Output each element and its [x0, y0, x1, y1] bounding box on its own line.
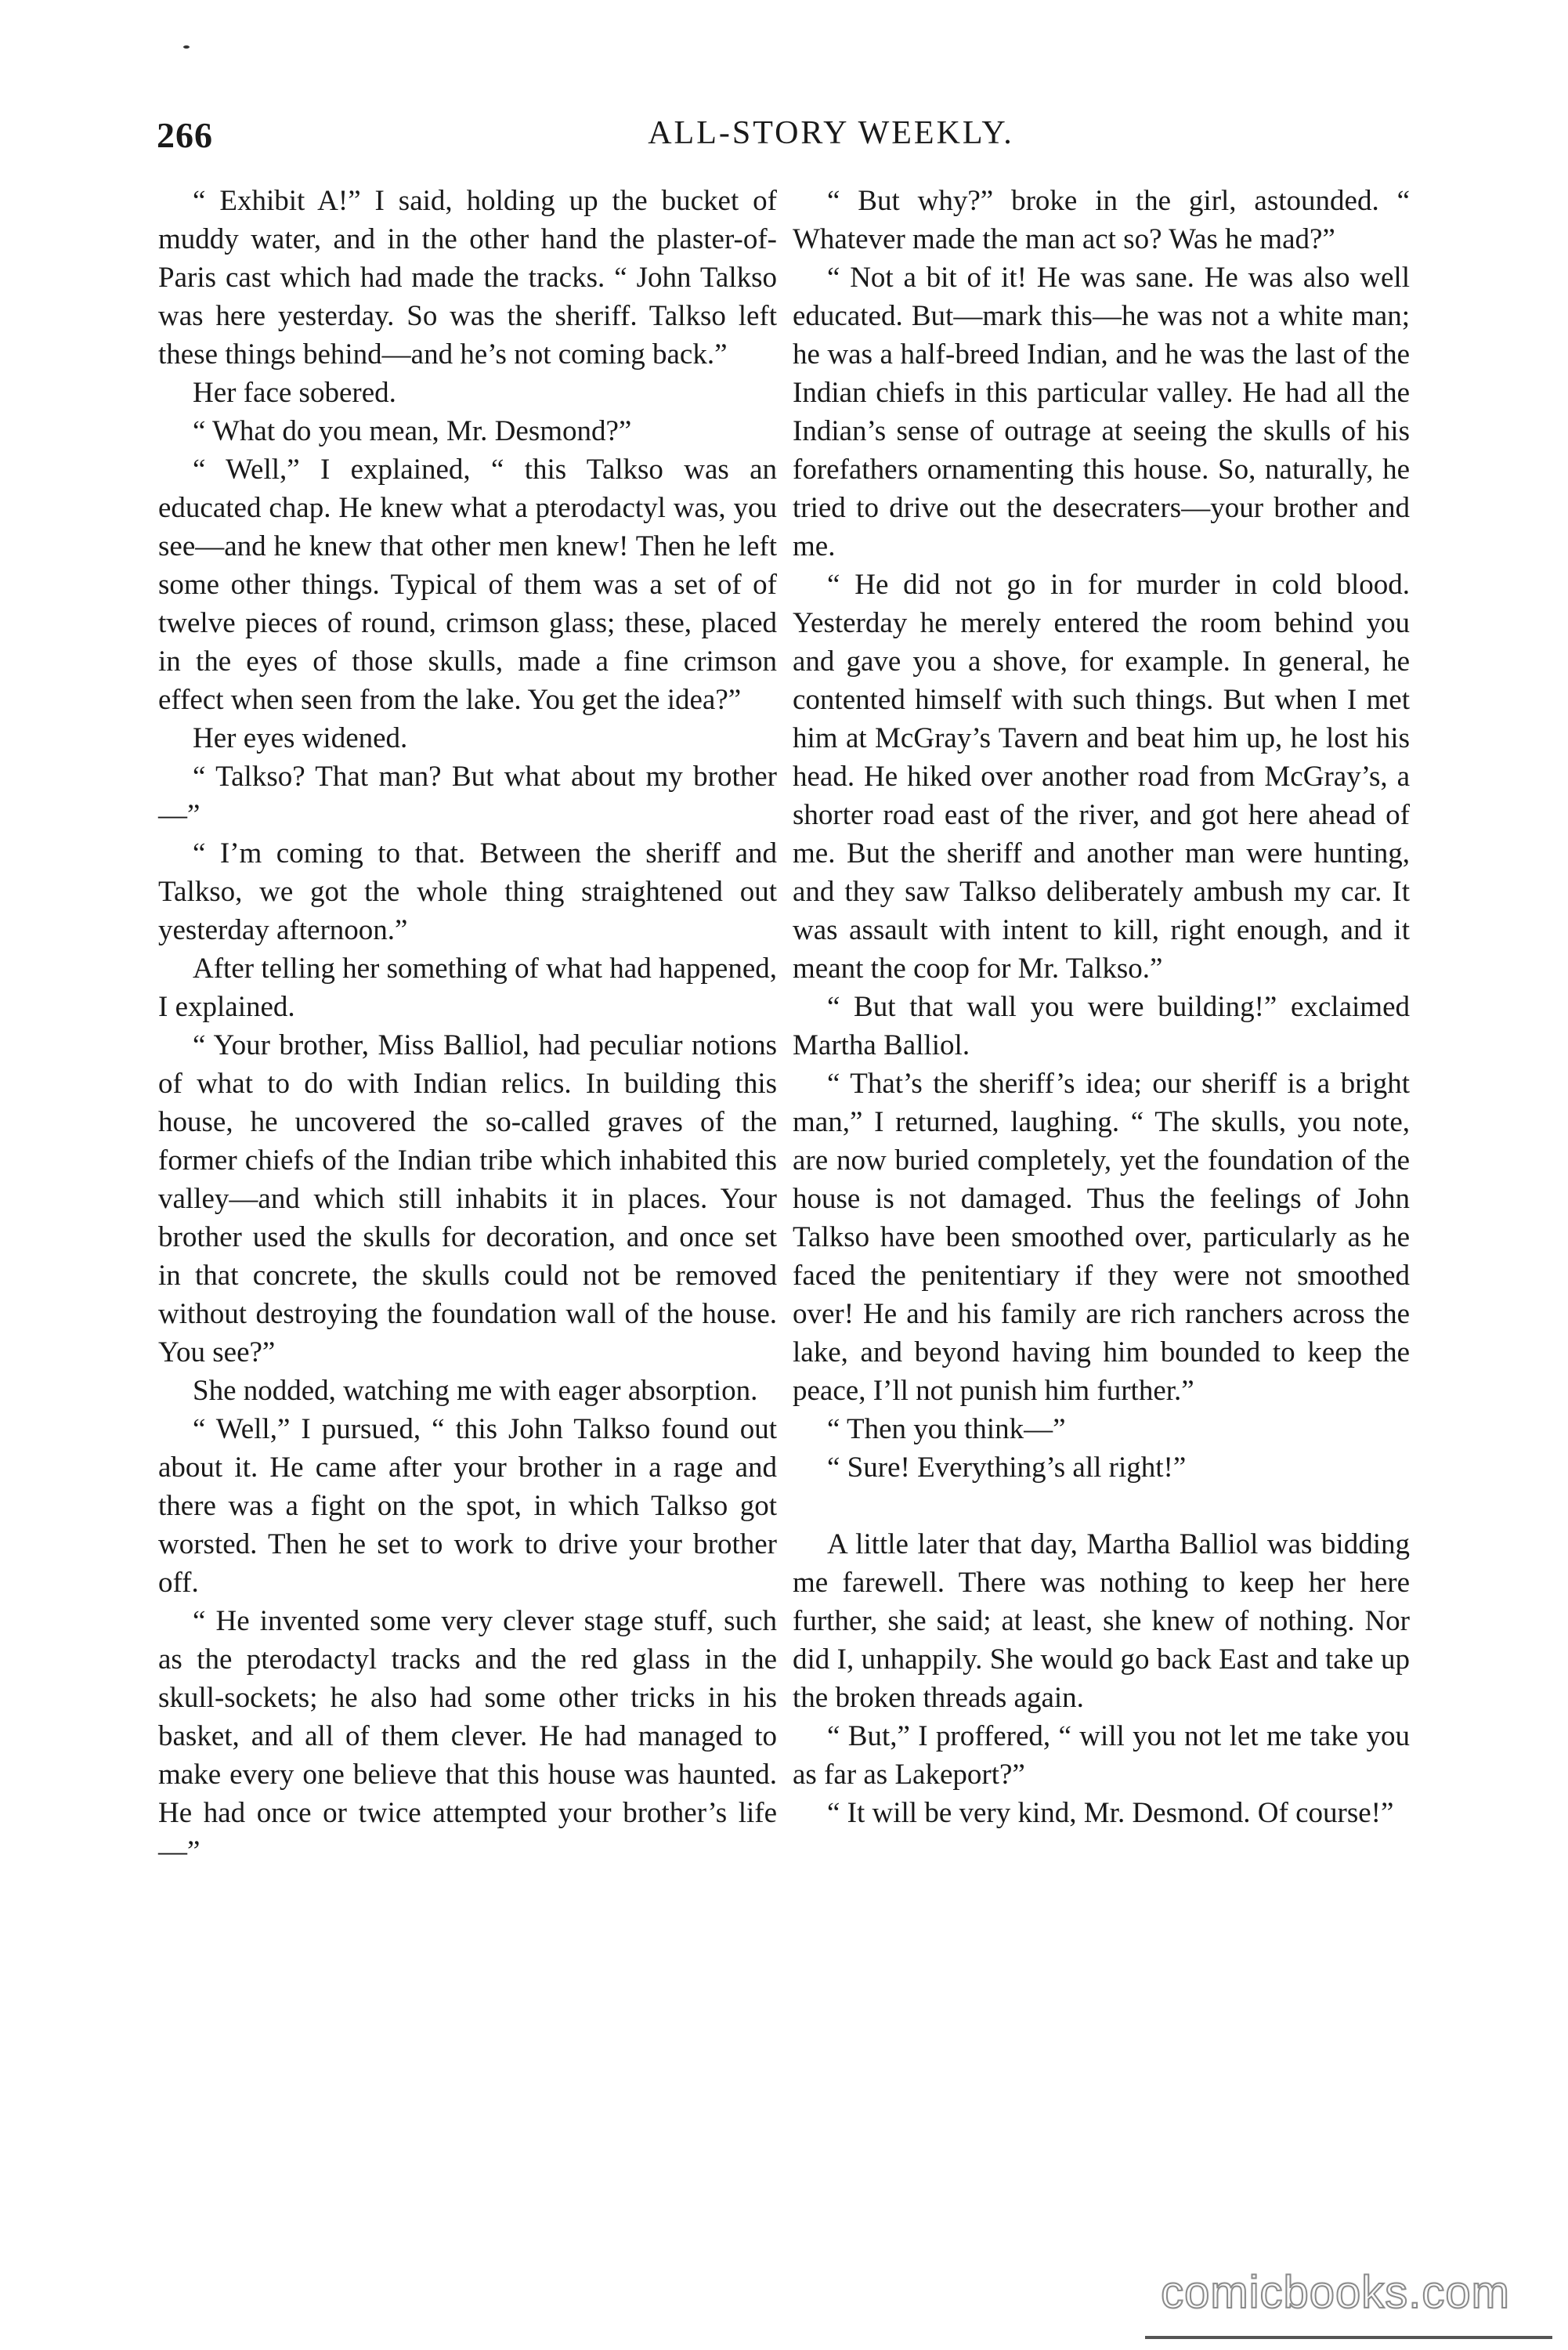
watermark-logo: comicbooks.com — [1161, 2267, 1510, 2318]
paragraph: “ Talkso? That man? But what about my brother—” — [158, 761, 777, 831]
paragraph: “ But that wall you were building!” exclaimed Martha Balliol. — [793, 991, 1410, 1061]
paragraph: “ Well,” I pursued, “ this John Talkso found out about it. He came after your brother in a rage and there was a fight on the spot, in which Talkso got worsted. Then he set to work to drive your brother off. — [158, 1413, 777, 1599]
paragraph: “ It will be very kind, Mr. Desmond. Of course!” — [827, 1797, 1394, 1829]
page-number: 266 — [157, 115, 213, 155]
paragraph: “ Then you think—” — [827, 1413, 1066, 1445]
paragraph: She nodded, watching me with eager absorption. — [193, 1375, 758, 1407]
paragraph: Her face sobered. — [193, 377, 396, 409]
paragraph: “ Not a bit of it! He was sane. He was also well educated. But—mark this—he was not a white man; he was a half-breed Indian, and he was the last of the Indian chiefs in this particular valley. He had all the Indian’s sense of outrage at seeing the skulls of his forefathers ornamenting this house. So, naturally, he tried to drive out the desecraters—your brother and me. — [793, 262, 1410, 562]
scan-speck — [183, 45, 190, 49]
paragraph: Her eyes widened. — [193, 722, 408, 754]
paragraph: “ What do you mean, Mr. Desmond?” — [193, 415, 632, 447]
paragraph: “ Sure! Everything’s all right!” — [827, 1452, 1187, 1484]
page-edge-rule — [1145, 2336, 1552, 2339]
right-column — [793, 182, 1410, 1832]
running-head: ALL-STORY WEEKLY. — [648, 115, 1014, 151]
left-column — [158, 182, 777, 1871]
paragraph: “ Well,” I explained, “ this Talkso was an educated chap. He knew what a pterodactyl was, you see—and he knew that other men knew! Then he left some other things. Typical of them was a set of of twelve pieces of round, crimson glass; these, placed in the eyes of those skulls, made a fine crimson effect when seen from the lake. You get the idea?” — [158, 454, 777, 716]
paragraph: “ That’s the sheriff’s idea; our sheriff is a bright man,” I returned, laughing. “ The skulls, you note, are now buried completely, yet the foundation of the house is not damaged. Thus the feelings of John Talkso have been smoothed over, particularly as he faced the penitentiary if they were not smoothed over! He and his family are rich ranchers across the lake, and beyond having him bounded to keep the peace, I’ll not punish him further.” — [793, 1068, 1410, 1407]
paragraph: “ Exhibit A!” I said, holding up the bucket of muddy water, and in the other hand the plaster-of-Paris cast which had made the tracks. “ John Talkso was here yesterday. So was the sheriff. Talkso left these things behind—and he’s not coming back.” — [158, 185, 777, 371]
section-break — [793, 1487, 1410, 1525]
paragraph: “ But why?” broke in the girl, astounded. “ Whatever made the man act so? Was he mad?” — [793, 185, 1410, 255]
paragraph: “ But,” I proffered, “ will you not let me take you as far as Lakeport?” — [793, 1720, 1410, 1791]
paragraph: After telling her something of what had happened, I explained. — [158, 953, 777, 1023]
paragraph: “ He invented some very clever stage stuff, such as the pterodactyl tracks and the red glass in the skull-sockets; he also had some other tricks in his basket, and all of them clever. He had managed to make every one believe that this house was haunted. He had once or twice attempted your brother’s life—” — [158, 1605, 777, 1867]
paragraph: “ Your brother, Miss Balliol, had peculiar notions of what to do with Indian relics. In building this house, he uncovered the so-called graves of the former chiefs of the Indian tribe which inhabited this valley—and which still inhabits it in places. Your brother used the skulls for decoration, and once set in that concrete, the skulls could not be removed without destroying the foundation wall of the house. You see?” — [158, 1029, 777, 1368]
paragraph: A little later that day, Martha Balliol was bidding me farewell. There was nothing to keep her here further, she said; at least, she knew of nothing. Nor did I, unhappily. She would go back East and take up the broken threads again. — [793, 1528, 1410, 1714]
paragraph: “ I’m coming to that. Between the sheriff and Talkso, we got the whole thing straightened out yesterday afternoon.” — [158, 837, 777, 946]
paragraph: “ He did not go in for murder in cold blood. Yesterday he merely entered the room behind you and gave you a shove, for example. In general, he contented himself with such things. But when I met him at McGray’s Tavern and beat him up, he lost his head. He hiked over another road from McGray’s, a shorter road east of the river, and got here ahead of me. But the sheriff and another man were hunting, and they saw Talkso deliberately ambush my car. It was assault with intent to kill, right enough, and it meant the coop for Mr. Talkso.” — [793, 569, 1410, 985]
